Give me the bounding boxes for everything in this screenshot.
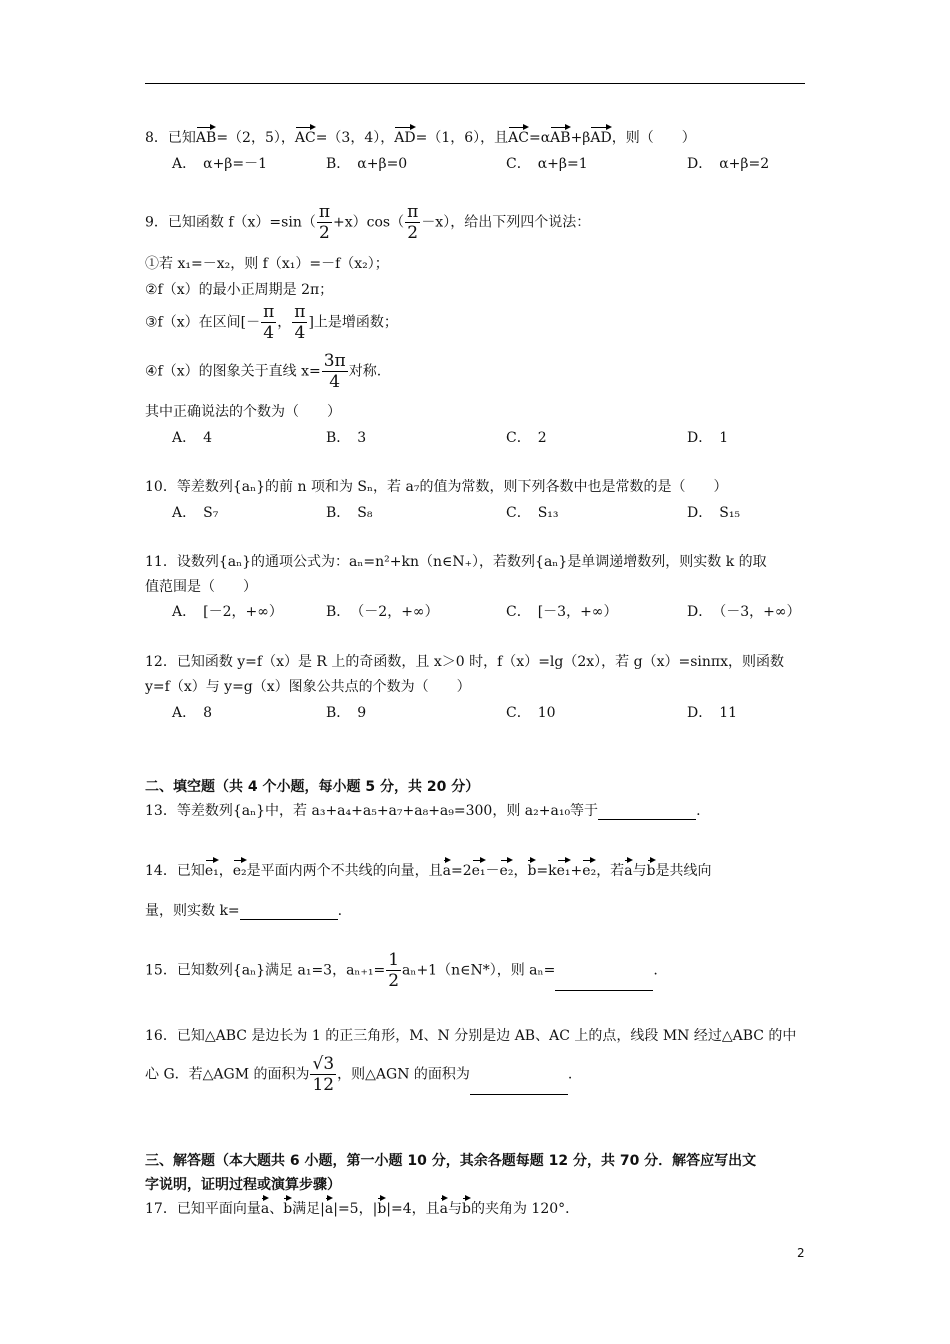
- vector-ac: AC: [508, 125, 529, 146]
- vector-b: b: [647, 858, 656, 879]
- fraction-pi-over-4: $\frac{\pi}{4}$: [263, 302, 275, 343]
- question-8: 8．已知AB=（2，5），AC=（3，4），AD=（1，6），且AC=αAB+βAD，则（ ）: [145, 125, 696, 147]
- fraction-pi-over-4: $\frac{\pi}{4}$: [294, 302, 306, 343]
- answer-blank: [598, 805, 696, 820]
- vector-b: b: [283, 1196, 292, 1217]
- question-11-line-2: 值范围是（ ）: [145, 579, 257, 595]
- section-answer-heading-line-1: 三、解答题（本大题共 6 小题，第一小题 10 分，其余各题每题 12 分，共 70 分．解答应写出文: [145, 1153, 757, 1169]
- q8-option-b: B． α+β=0: [326, 156, 408, 172]
- q10-option-b: B． S₈: [326, 505, 373, 521]
- question-10: 10．等差数列{aₙ}的前 n 项和为 Sₙ，若 a₇的值为常数，则下列各数中也是常数的是（ ）: [145, 479, 728, 495]
- q9-ask: 其中正确说法的个数为（ ）: [145, 404, 341, 420]
- vector-a: a: [261, 1196, 269, 1217]
- question-17: 17．已知平面向量a、b满足|a|=5，|b|=4，且a与b的夹角为 120°．: [145, 1196, 579, 1218]
- vector-a: a: [325, 1196, 333, 1217]
- q9-statement-2: ②f（x）的最小正周期是 2π；: [145, 282, 334, 298]
- vector-b: b: [377, 1196, 386, 1217]
- q11-option-c: C． [－3，+∞）: [506, 604, 618, 620]
- question-12-line-1: 12．已知函数 y=f（x）是 R 上的奇函数，且 x＞0 时，f（x）=lg（2x），若 g（x）=sinπx，则函数: [145, 654, 784, 670]
- fraction-sqrt3-over-12: $\frac{√3}{12}$: [312, 1054, 335, 1095]
- question-14-line-1: 14．已知e₁，e₂是平面内两个不共线的向量，且a=2e₁－e₂，b=ke₁+e₂，若a与b是共线向: [145, 858, 712, 880]
- fraction-pi-over-2: $\frac{\pi}{2}$: [407, 202, 419, 243]
- vector-a: a: [624, 858, 632, 879]
- question-14-line-2: 量，则实数 k= .: [145, 903, 343, 919]
- vector-e2: e₂: [233, 858, 247, 879]
- q11-option-a: A． [－2，+∞）: [172, 604, 283, 620]
- question-9: 9．已知函数 f（x）=sin（ $\frac{\pi}{2}$ +x）cos（ $\frac{\pi}{2}$ －x），给出下列四个说法：: [145, 202, 591, 243]
- q9-option-b: B． 3: [326, 430, 367, 446]
- question-11-line-1: 11．设数列{aₙ}的通项公式为：aₙ=n²+kn（n∈N₊），若数列{aₙ}是单调递增数列，则实数 k 的取: [145, 554, 767, 570]
- q9-option-c: C． 2: [506, 430, 547, 446]
- question-16-line-1: 16．已知△ABC 是边长为 1 的正三角形，M、N 分别是边 AB、AC 上的点，线段 MN 经过△ABC 的中: [145, 1028, 797, 1044]
- vector-ac: AC: [295, 125, 316, 146]
- q9-statement-4: ④f（x）的图象关于直线 x= $\frac{3\pi}{4}$ 对称.: [145, 351, 382, 392]
- vector-ad: AD: [590, 125, 611, 146]
- section-answer-heading-line-2: 字说明，证明过程或演算步骤）: [145, 1177, 341, 1193]
- vector-b: b: [527, 858, 536, 879]
- q12-option-d: D． 11: [687, 705, 738, 721]
- q12-option-a: A． 8: [172, 705, 213, 721]
- q8-option-a: A． α+β=－1: [172, 156, 268, 172]
- vector-ab: AB: [550, 125, 570, 146]
- vector-e1: e₁: [557, 858, 571, 879]
- section-fill-in-heading: 二、填空题（共 4 个小题，每小题 5 分，共 20 分）: [145, 779, 480, 795]
- question-16-line-2: 心 G．若△AGM 的面积为 $\frac{√3}{12}$ ，则△AGN 的面积为 .: [145, 1054, 573, 1095]
- answer-blank: [555, 976, 653, 991]
- q10-option-c: C． S₁₃: [506, 505, 559, 521]
- q9-statement-1: ①若 x₁=－x₂，则 f（x₁）=－f（x₂）；: [145, 256, 389, 272]
- vector-e1: e₁: [205, 858, 219, 879]
- vector-ad: AD: [394, 125, 415, 146]
- answer-blank: [240, 905, 338, 920]
- page-number: 2: [797, 1246, 805, 1260]
- q11-option-b: B． （－2，+∞）: [326, 604, 439, 620]
- fraction-one-half: $\frac{1}{2}$: [388, 950, 400, 991]
- q9-option-a: A． 4: [172, 430, 213, 446]
- vector-e2: e₂: [582, 858, 596, 879]
- vector-ab: AB: [196, 125, 216, 146]
- q12-option-c: C． 10: [506, 705, 556, 721]
- header-rule: [145, 83, 805, 84]
- question-15: 15．已知数列{aₙ}满足 a₁=3，aₙ₊₁= $\frac{1}{2}$ aₙ+1（n∈N*），则 aₙ= .: [145, 950, 658, 991]
- q10-option-a: A． S₇: [172, 505, 219, 521]
- question-12-line-2: y=f（x）与 y=g（x）图象公共点的个数为（ ）: [145, 679, 471, 695]
- fraction-3pi-over-4: $\frac{3\pi}{4}$: [323, 351, 346, 392]
- q12-option-b: B． 9: [326, 705, 367, 721]
- vector-b: b: [462, 1196, 471, 1217]
- q9-statement-3: ③f（x）在区间[－ $\frac{\pi}{4}$ ， $\frac{\pi}{4}$ ]上是增函数；: [145, 302, 398, 343]
- fraction-pi-over-2: $\frac{\pi}{2}$: [318, 202, 331, 243]
- q10-option-d: D． S₁₅: [687, 505, 741, 521]
- question-13: 13．等差数列{aₙ}中，若 a₃+a₄+a₅+a₇+a₈+a₉=300，则 a₂+a₁₀等于 .: [145, 803, 701, 819]
- q11-option-d: D． （－3，+∞）: [687, 604, 801, 620]
- q8-option-d: D． α+β=2: [687, 156, 770, 172]
- q9-option-d: D． 1: [687, 430, 729, 446]
- vector-e1: e₁: [472, 858, 486, 879]
- vector-a: a: [440, 1196, 448, 1217]
- answer-blank: [470, 1080, 568, 1095]
- q8-option-c: C． α+β=1: [506, 156, 588, 172]
- vector-e2: e₂: [500, 858, 514, 879]
- vector-a: a: [443, 858, 451, 879]
